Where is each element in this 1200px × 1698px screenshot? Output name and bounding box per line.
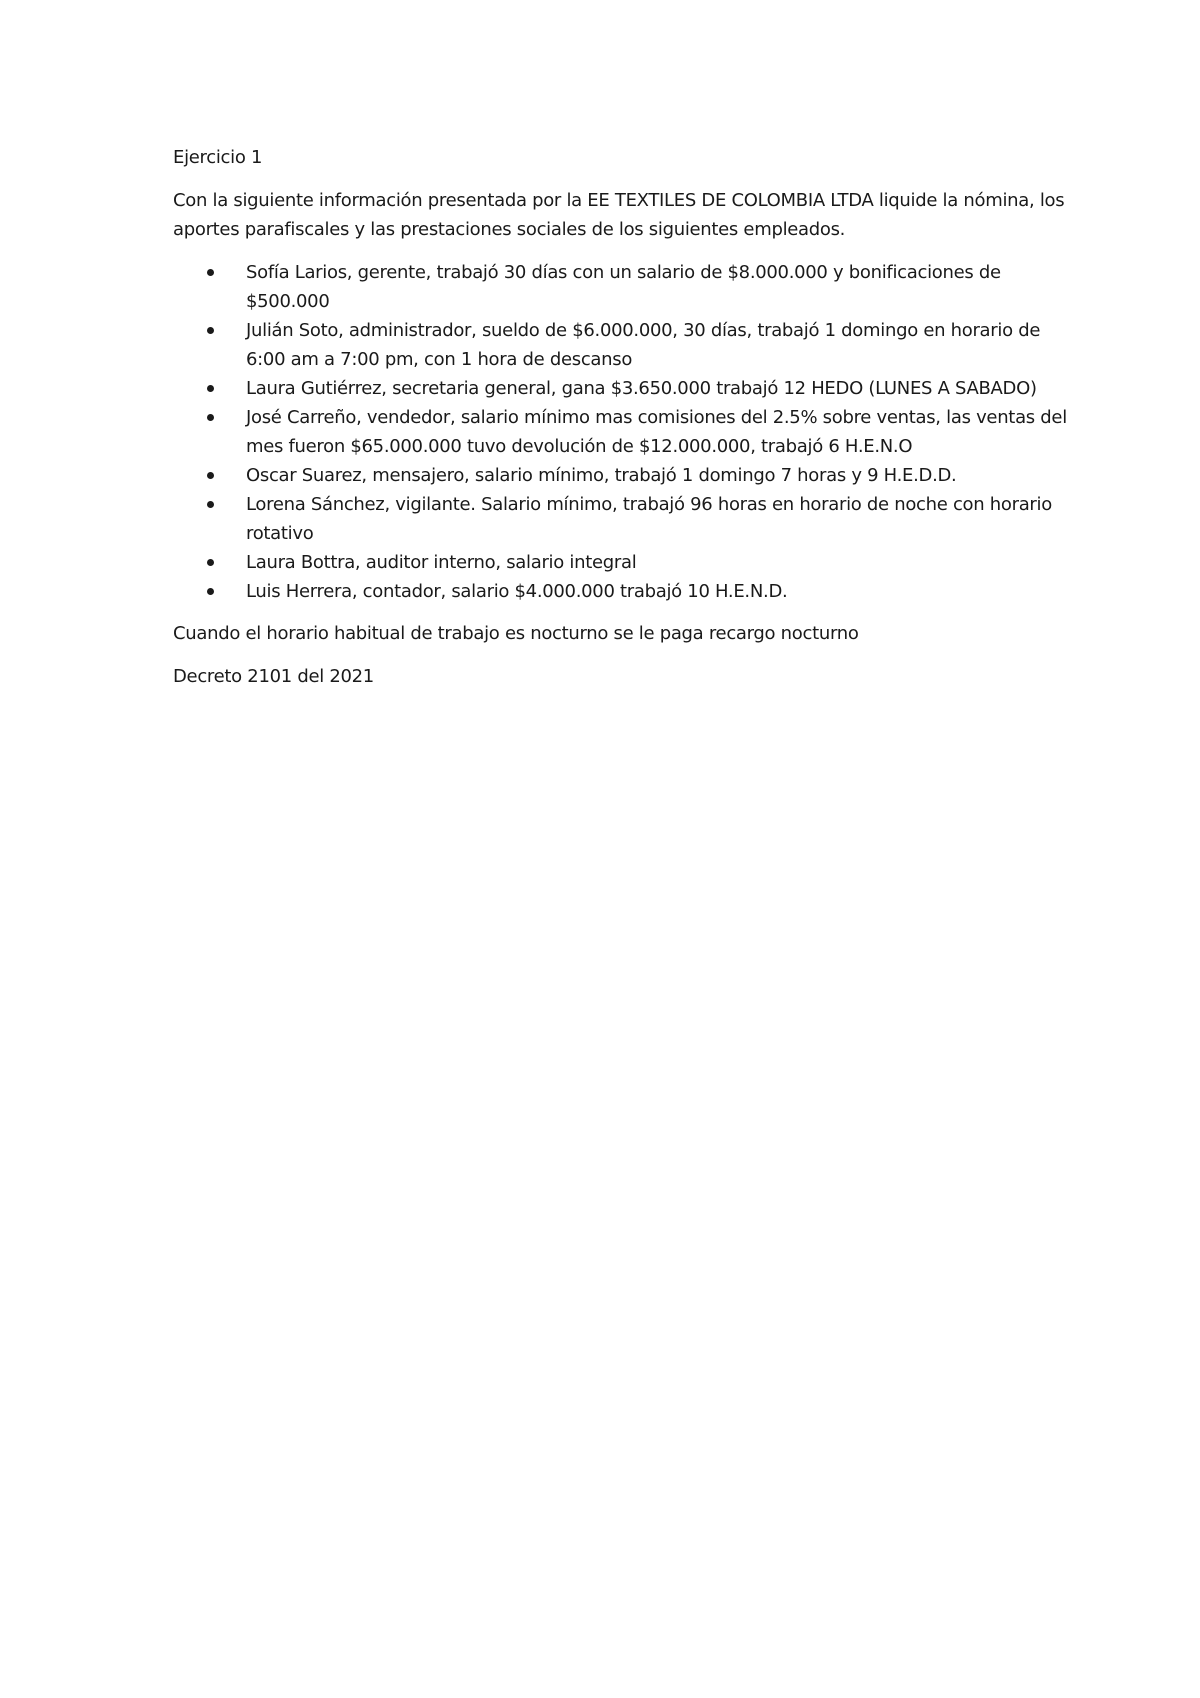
bullet-icon [207,327,214,334]
list-item-text: José Carreño, vendedor, salario mínimo mas comisiones del 2.5% sobre ventas, las ventas del mes fueron $65.000.000 tuvo devolución de $12.000.000, trabajó 6 H.E.N.O [246,407,1067,457]
list-item-text: Laura Bottra, auditor interno, salario integral [246,552,637,573]
bullet-icon [207,501,214,508]
list-item-text: Sofía Larios, gerente, trabajó 30 días con un salario de $8.000.000 y bonificaciones de $500.000 [246,262,1001,312]
list-item [173,461,1073,490]
list-item-text: Julián Soto, administrador, sueldo de $6.000.000, 30 días, trabajó 1 domingo en horario de 6:00 am a 7:00 pm, con 1 hora de descanso [246,320,1041,370]
bullet-icon [207,414,214,421]
bullet-icon [207,588,214,595]
intro-paragraph: Con la siguiente información presentada por la EE TEXTILES DE COLOMBIA LTDA liquide la nómina, los aportes parafiscales y las prestaciones sociales de los siguientes empleados. [173,190,1065,240]
document-title: Ejercicio 1 [173,147,263,168]
list-item-text: Lorena Sánchez, vigilante. Salario mínimo, trabajó 96 horas en horario de noche con horario rotativo [246,494,1052,544]
list-item [173,490,1073,548]
bullet-icon [207,472,214,479]
employee-list [173,258,1073,606]
list-item [173,374,1073,403]
bullet-icon [207,269,214,276]
list-item-text: Luis Herrera, contador, salario $4.000.000 trabajó 10 H.E.N.D. [246,581,788,602]
document-page [173,143,1073,691]
list-item [173,316,1073,374]
decree-paragraph: Decreto 2101 del 2021 [173,666,374,687]
bullet-icon [207,559,214,566]
list-item-text: Laura Gutiérrez, secretaria general, gana $3.650.000 trabajó 12 HEDO (LUNES A SABADO) [246,378,1037,399]
list-item [173,403,1073,461]
list-item [173,258,1073,316]
note-paragraph: Cuando el horario habitual de trabajo es nocturno se le paga recargo nocturno [173,623,859,644]
list-item [173,548,1073,577]
bullet-icon [207,385,214,392]
list-item [173,577,1073,606]
list-item-text: Oscar Suarez, mensajero, salario mínimo, trabajó 1 domingo 7 horas y 9 H.E.D.D. [246,465,957,486]
